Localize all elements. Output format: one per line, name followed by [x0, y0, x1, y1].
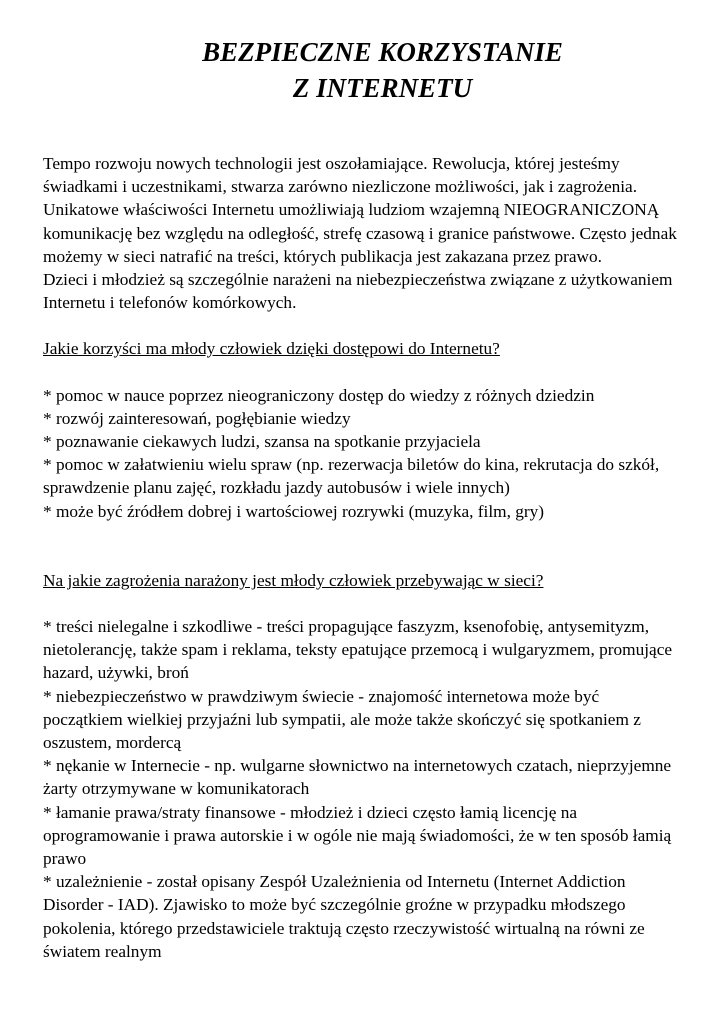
list-item: * niebezpieczeństwo w prawdziwym świecie - znajomość internetowa może być początkiem wielkiej przyjaźni lub sympatii, ale może także skończyć się spotkaniem z oszustem, mordercą — [43, 686, 641, 753]
title-line-1: BEZPIECZNE KORZYSTANIE — [202, 37, 563, 67]
spacer — [43, 523, 683, 569]
list-item: * rozwój zainteresowań, pogłębianie wiedzy — [43, 408, 351, 428]
list-item: * uzależnienie - został opisany Zespół Uzależnienia od Internetu (Internet Addiction Disorder - IAD). Zjawisko to może być szczególnie groźne w przypadku młodszego pokolenia, którego przedstawiciele traktują często rzeczywistość wirtualną na równi ze światem realnym — [43, 872, 645, 961]
benefits-heading: Jakie korzyści ma młody człowiek dzięki dostępowi do Internetu? — [43, 339, 500, 359]
intro-paragraph-2: Dzieci i młodzież są szczególnie narażeni na niebezpieczeństwa związane z użytkowaniem Internetu i telefonów komórkowych. — [43, 270, 673, 313]
list-item: * poznawanie ciekawych ludzi, szansa na spotkanie przyjaciela — [43, 432, 481, 452]
list-item: * nękanie w Internecie - np. wulgarne słownictwo na internetowych czatach, nieprzyjemne żarty otrzymywane w komunikatorach — [43, 756, 672, 799]
list-item: * pomoc w załatwieniu wielu spraw (np. rezerwacja biletów do kina, rekrutacja do szkół, sprawdzenie planu zajęć, rozkładu jazdy autobusów i wiele innych) — [43, 455, 660, 498]
document-body — [43, 152, 683, 963]
threats-list — [43, 615, 683, 963]
spacer — [43, 592, 683, 615]
benefits-list — [43, 384, 683, 523]
title-line-2: Z INTERNETU — [292, 73, 473, 103]
spacer — [43, 361, 683, 384]
spacer — [43, 314, 683, 337]
threats-heading: Na jakie zagrożenia narażony jest młody człowiek przebywając w sieci? — [43, 570, 544, 590]
list-item: * łamanie prawa/straty finansowe - młodzież i dzieci często łamią licencję na oprogramowanie i prawa autorskie i w ogóle nie mają świadomości, że w ten sposób łamią prawo — [43, 802, 672, 869]
document-title — [0, 34, 725, 106]
list-item: * treści nielegalne i szkodliwe - treści propagujące faszyzm, ksenofobię, antysemityzm, nietolerancję, także spam i reklama, teksty epatujące przemocą i wulgaryzmem, promujące hazard, używki, broń — [43, 617, 673, 683]
list-item: * pomoc w nauce poprzez nieograniczony dostęp do wiedzy z różnych dziedzin — [43, 385, 595, 405]
list-item: * może być źródłem dobrej i wartościowej rozrywki (muzyka, film, gry) — [43, 501, 544, 521]
intro-paragraph: Tempo rozwoju nowych technologii jest oszołamiające. Rewolucja, której jesteśmy świadkami i uczestnikami, stwarza zarówno niezliczone możliwości, jak i zagrożenia. Unikatowe właściwości Internetu umożliwiają ludziom wzajemną NIEOGRANICZONĄ komunikację bez względu na odległość, strefę czasową i granice państwowe. Często jednak możemy w sieci natrafić na treści, których publikacja jest zakazana przez prawo. — [43, 154, 677, 266]
